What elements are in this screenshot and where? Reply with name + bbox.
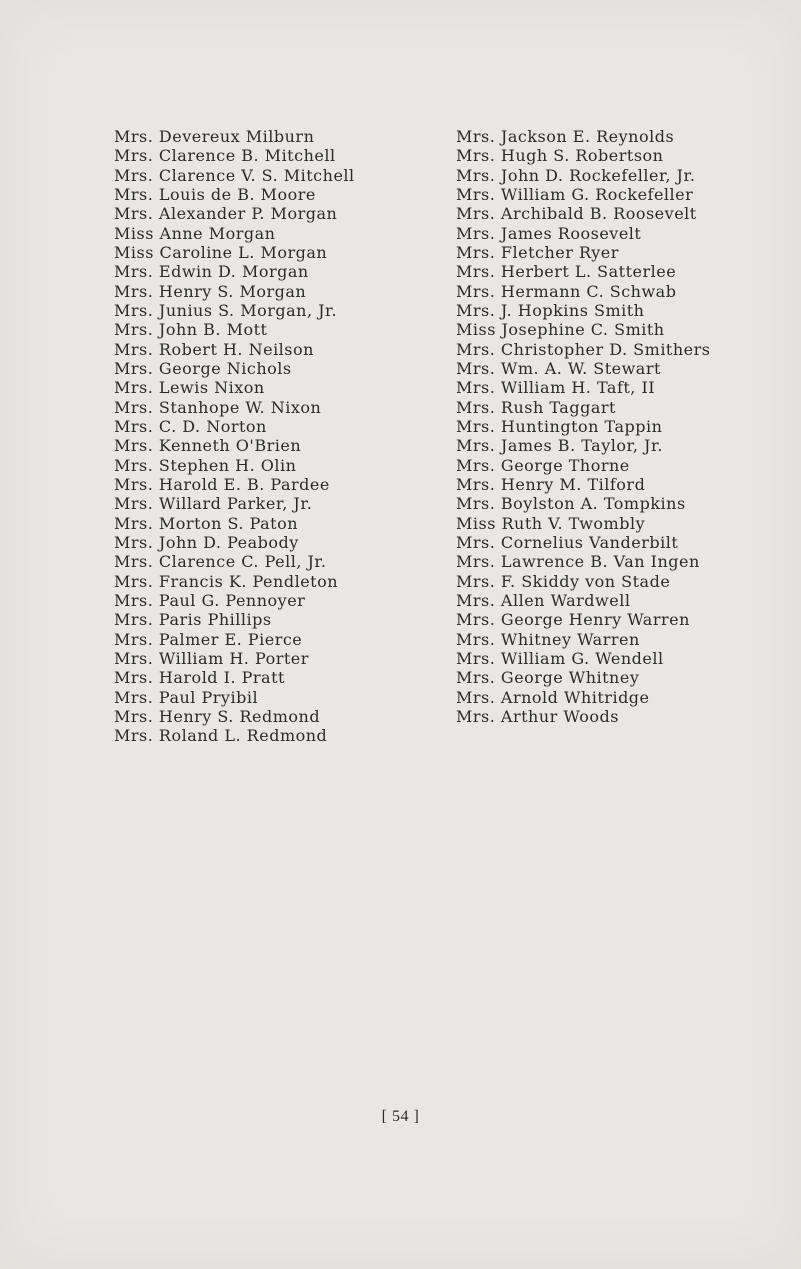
- name-entry: Mrs. Kenneth O'Brien: [114, 436, 302, 456]
- name-entry: Mrs. George Nichols: [114, 358, 292, 378]
- name-entry: Mrs. Boylston A. Tompkins: [456, 494, 686, 514]
- name-entry: Mrs. Clarence C. Pell, Jr.: [114, 552, 327, 572]
- name-entry: Mrs. F. Skiddy von Stade: [456, 571, 671, 591]
- name-entry: Mrs. James Roosevelt: [456, 223, 642, 243]
- name-entry: Mrs. John D. Peabody: [114, 532, 299, 552]
- name-entry: Mrs. Henry S. Redmond: [114, 706, 321, 726]
- name-entry: Mrs. Lawrence B. Van Ingen: [456, 552, 700, 572]
- name-entry: Mrs. Louis de B. Moore: [114, 184, 316, 204]
- name-entry: Mrs. Hermann C. Schwab: [456, 281, 677, 301]
- name-entry: Mrs. Lewis Nixon: [114, 378, 265, 398]
- name-entry: Miss Ruth V. Twombly: [456, 513, 646, 533]
- name-entry: Mrs. William G. Rockefeller: [456, 184, 694, 204]
- name-entry: Mrs. George Henry Warren: [456, 610, 690, 630]
- name-entry: Mrs. Harold I. Pratt: [114, 668, 285, 688]
- name-entry: Mrs. Stanhope W. Nixon: [114, 397, 322, 417]
- name-entry: Mrs. Paul Pryibil: [114, 687, 259, 707]
- name-list-right: [456, 127, 711, 726]
- name-entry: Mrs. Jackson E. Reynolds: [456, 127, 675, 146]
- name-entry: Mrs. Wm. A. W. Stewart: [456, 358, 661, 378]
- name-entry: Mrs. George Whitney: [456, 668, 640, 688]
- name-list-left: [114, 127, 355, 746]
- name-entry: Mrs. Palmer E. Pierce: [114, 629, 303, 649]
- name-entry: Mrs. Rush Taggart: [456, 397, 616, 417]
- name-entry: Miss Anne Morgan: [114, 223, 276, 243]
- name-entry: Mrs. Cornelius Vanderbilt: [456, 532, 679, 552]
- name-entry: Mrs. Francis K. Pendleton: [114, 571, 339, 591]
- name-entry: Mrs. J. Hopkins Smith: [456, 300, 645, 320]
- name-entry: Mrs. Whitney Warren: [456, 629, 640, 649]
- name-entry: Mrs. Archibald B. Roosevelt: [456, 204, 697, 224]
- page-number: [ 54 ]: [381, 1108, 420, 1125]
- name-entry: Mrs. Robert H. Neilson: [114, 339, 314, 359]
- name-entry: Mrs. Clarence V. S. Mitchell: [114, 165, 355, 185]
- name-entry: Mrs. Junius S. Morgan, Jr.: [114, 300, 338, 320]
- name-entry: Mrs. James B. Taylor, Jr.: [456, 436, 663, 456]
- name-entry: Mrs. William H. Porter: [114, 648, 309, 668]
- name-entry: Mrs. Harold E. B. Pardee: [114, 474, 330, 494]
- name-entry: Mrs. John B. Mott: [114, 320, 268, 340]
- name-entry: Mrs. Henry S. Morgan: [114, 281, 307, 301]
- name-entry: Mrs. Fletcher Ryer: [456, 242, 619, 262]
- name-entry: Mrs. Christopher D. Smithers: [456, 339, 711, 359]
- name-entry: Mrs. Alexander P. Morgan: [114, 204, 338, 224]
- name-entry: Mrs. George Thorne: [456, 455, 630, 475]
- name-entry: Mrs. Henry M. Tilford: [456, 474, 646, 494]
- name-entry: Mrs. Hugh S. Robertson: [456, 146, 664, 166]
- name-entry: Mrs. Clarence B. Mitchell: [114, 146, 336, 166]
- name-entry: Mrs. Paul G. Pennoyer: [114, 590, 306, 610]
- name-entry: Mrs. C. D. Norton: [114, 416, 267, 436]
- name-entry: Mrs. Devereux Milburn: [114, 127, 315, 146]
- name-entry: Mrs. Arnold Whitridge: [456, 687, 650, 707]
- name-entry: Mrs. Allen Wardwell: [456, 590, 631, 610]
- name-entry: Mrs. Edwin D. Morgan: [114, 262, 309, 282]
- name-entry: Mrs. Stephen H. Olin: [114, 455, 297, 475]
- name-entry: Mrs. Arthur Woods: [456, 706, 619, 726]
- name-entry: Mrs. John D. Rockefeller, Jr.: [456, 165, 696, 185]
- name-entry: Mrs. Roland L. Redmond: [114, 726, 328, 746]
- name-entry: Mrs. Huntington Tappin: [456, 416, 663, 436]
- name-entry: Mrs. Herbert L. Satterlee: [456, 262, 677, 282]
- name-entry: Mrs. William G. Wendell: [456, 648, 664, 668]
- name-entry: Mrs. Paris Phillips: [114, 610, 272, 630]
- name-entry: Mrs. Willard Parker, Jr.: [114, 494, 313, 514]
- name-entry: Miss Josephine C. Smith: [456, 320, 665, 340]
- name-entry: Miss Caroline L. Morgan: [114, 242, 328, 262]
- name-entry: Mrs. William H. Taft, II: [456, 378, 656, 398]
- name-entry: Mrs. Morton S. Paton: [114, 513, 299, 533]
